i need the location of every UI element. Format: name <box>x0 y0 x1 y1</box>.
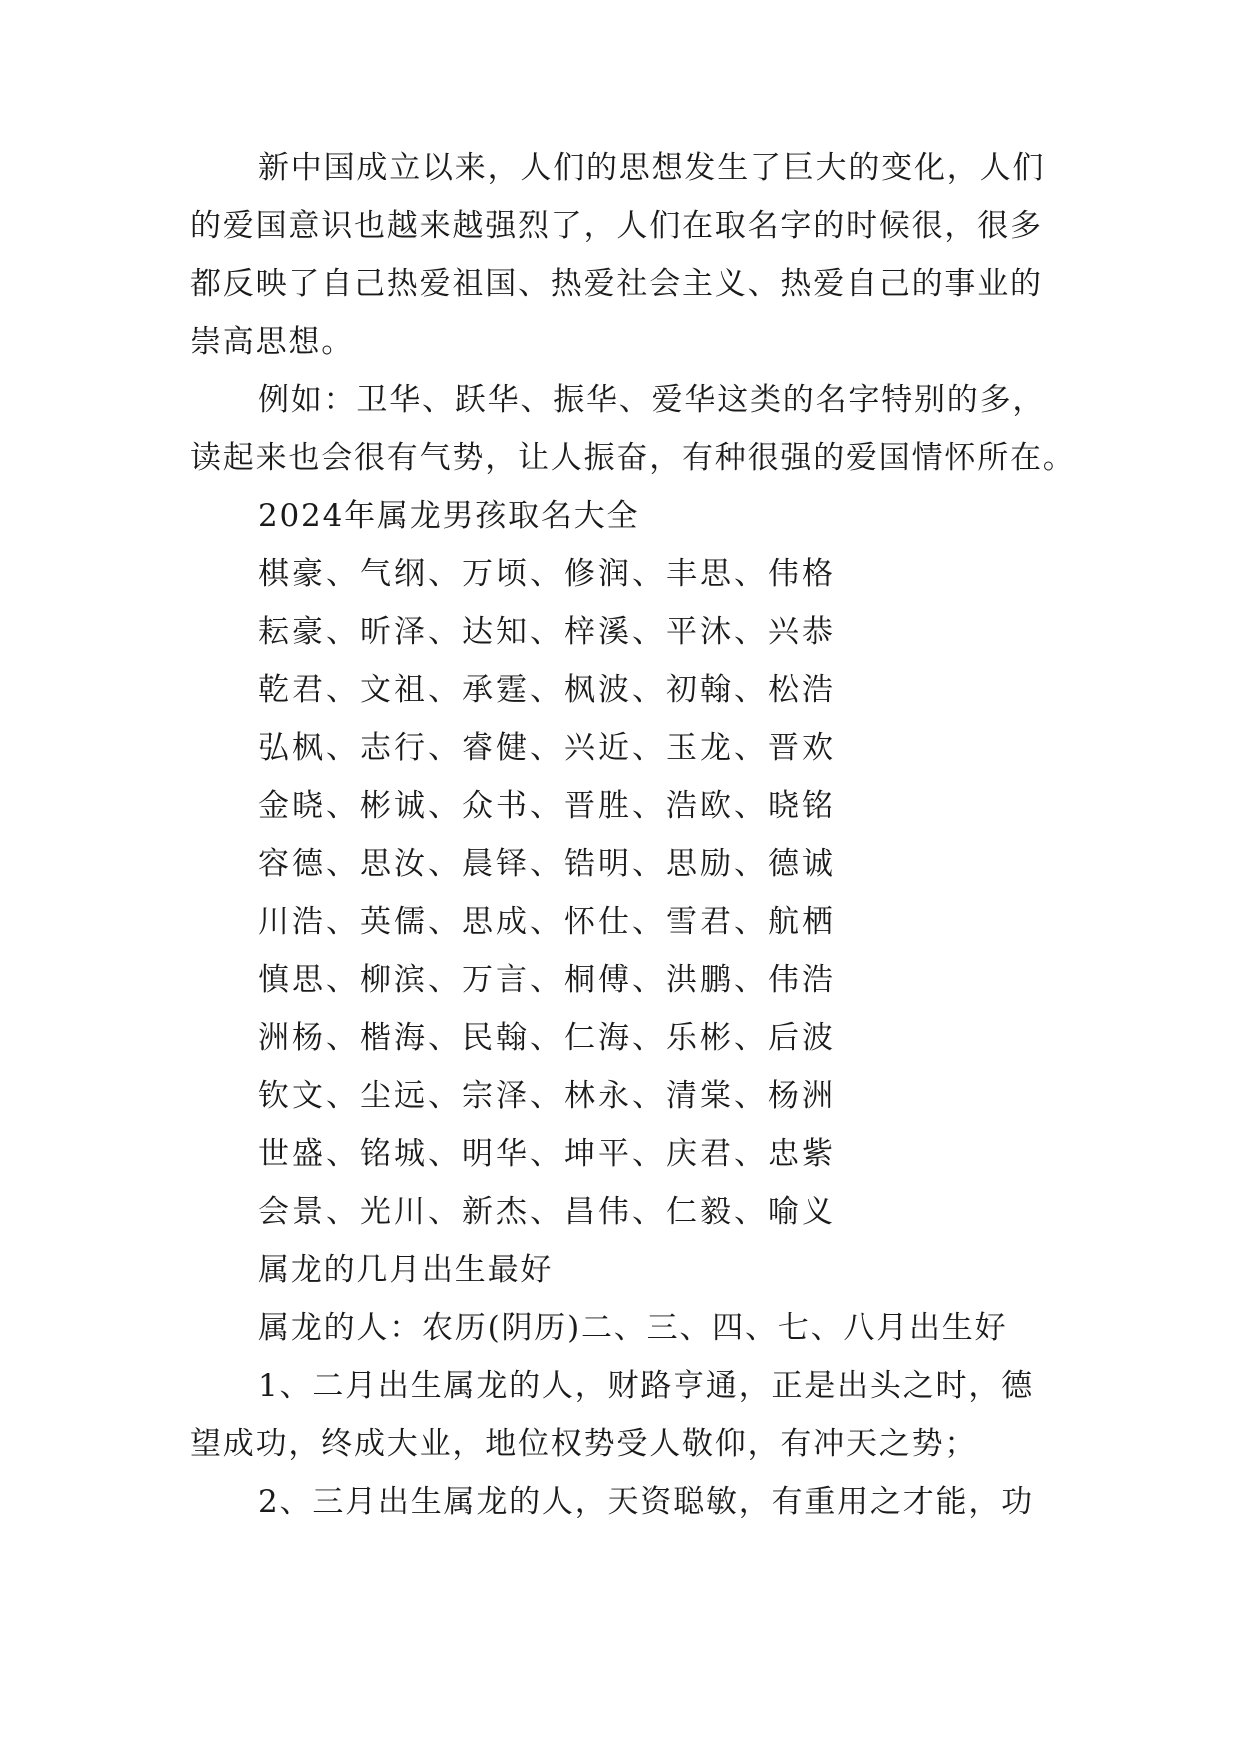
item-1-line-1: 1、二月出生属龙的人，财路亨通，正是出头之时，德 <box>258 1368 1034 1404</box>
name-row: 会景、光川、新杰、昌伟、仁毅、喻义 <box>258 1194 836 1230</box>
paragraph-1-line-1: 新中国成立以来，人们的思想发生了巨大的变化，人们 <box>258 150 1046 186</box>
name-row: 钦文、尘远、宗泽、林永、清棠、杨洲 <box>258 1078 836 1114</box>
name-row: 洲杨、楷海、民翰、仁海、乐彬、后波 <box>258 1020 836 1056</box>
name-row: 弘枫、志行、睿健、兴近、玉龙、晋欢 <box>258 730 836 766</box>
paragraph-2-line-2: 读起来也会很有气势，让人振奋，有种很强的爱国情怀所在。 <box>190 440 1076 476</box>
name-row: 乾君、文祖、承霆、枫波、初翰、松浩 <box>258 672 836 708</box>
section-title-names: 2024年属龙男孩取名大全 <box>258 498 640 534</box>
name-row: 金晓、彬诚、众书、晋胜、浩欧、晓铭 <box>258 788 836 824</box>
name-row: 慎思、柳滨、万言、桐傅、洪鹏、伟浩 <box>258 962 836 998</box>
name-row: 棋豪、气纲、万顷、修润、丰思、伟格 <box>258 556 836 592</box>
section-title-month: 属龙的几月出生最好 <box>258 1252 554 1288</box>
item-2-line-1: 2、三月出生属龙的人，天资聪敏，有重用之才能，功 <box>258 1484 1034 1520</box>
paragraph-1-line-4: 崇高思想。 <box>190 324 354 360</box>
name-row: 耘豪、昕泽、达知、梓溪、平沐、兴恭 <box>258 614 836 650</box>
paragraph-1-line-3: 都反映了自己热爱祖国、热爱社会主义、热爱自己的事业的 <box>190 266 1043 302</box>
paragraph-2-line-1: 例如：卫华、跃华、振华、爱华这类的名字特别的多， <box>258 382 1046 418</box>
month-summary: 属龙的人：农历(阴历)二、三、四、七、八月出生好 <box>258 1310 1008 1346</box>
name-row: 川浩、英儒、思成、怀仕、雪君、航栖 <box>258 904 836 940</box>
item-1-line-2: 望成功，终成大业，地位权势受人敬仰，有冲天之势； <box>190 1426 978 1462</box>
name-row: 世盛、铭城、明华、坤平、庆君、忠紫 <box>258 1136 836 1172</box>
paragraph-1-line-2: 的爱国意识也越来越强烈了，人们在取名字的时候很，很多 <box>190 208 1043 244</box>
name-row: 容德、思汝、晨铎、锆明、思励、德诚 <box>258 846 836 882</box>
